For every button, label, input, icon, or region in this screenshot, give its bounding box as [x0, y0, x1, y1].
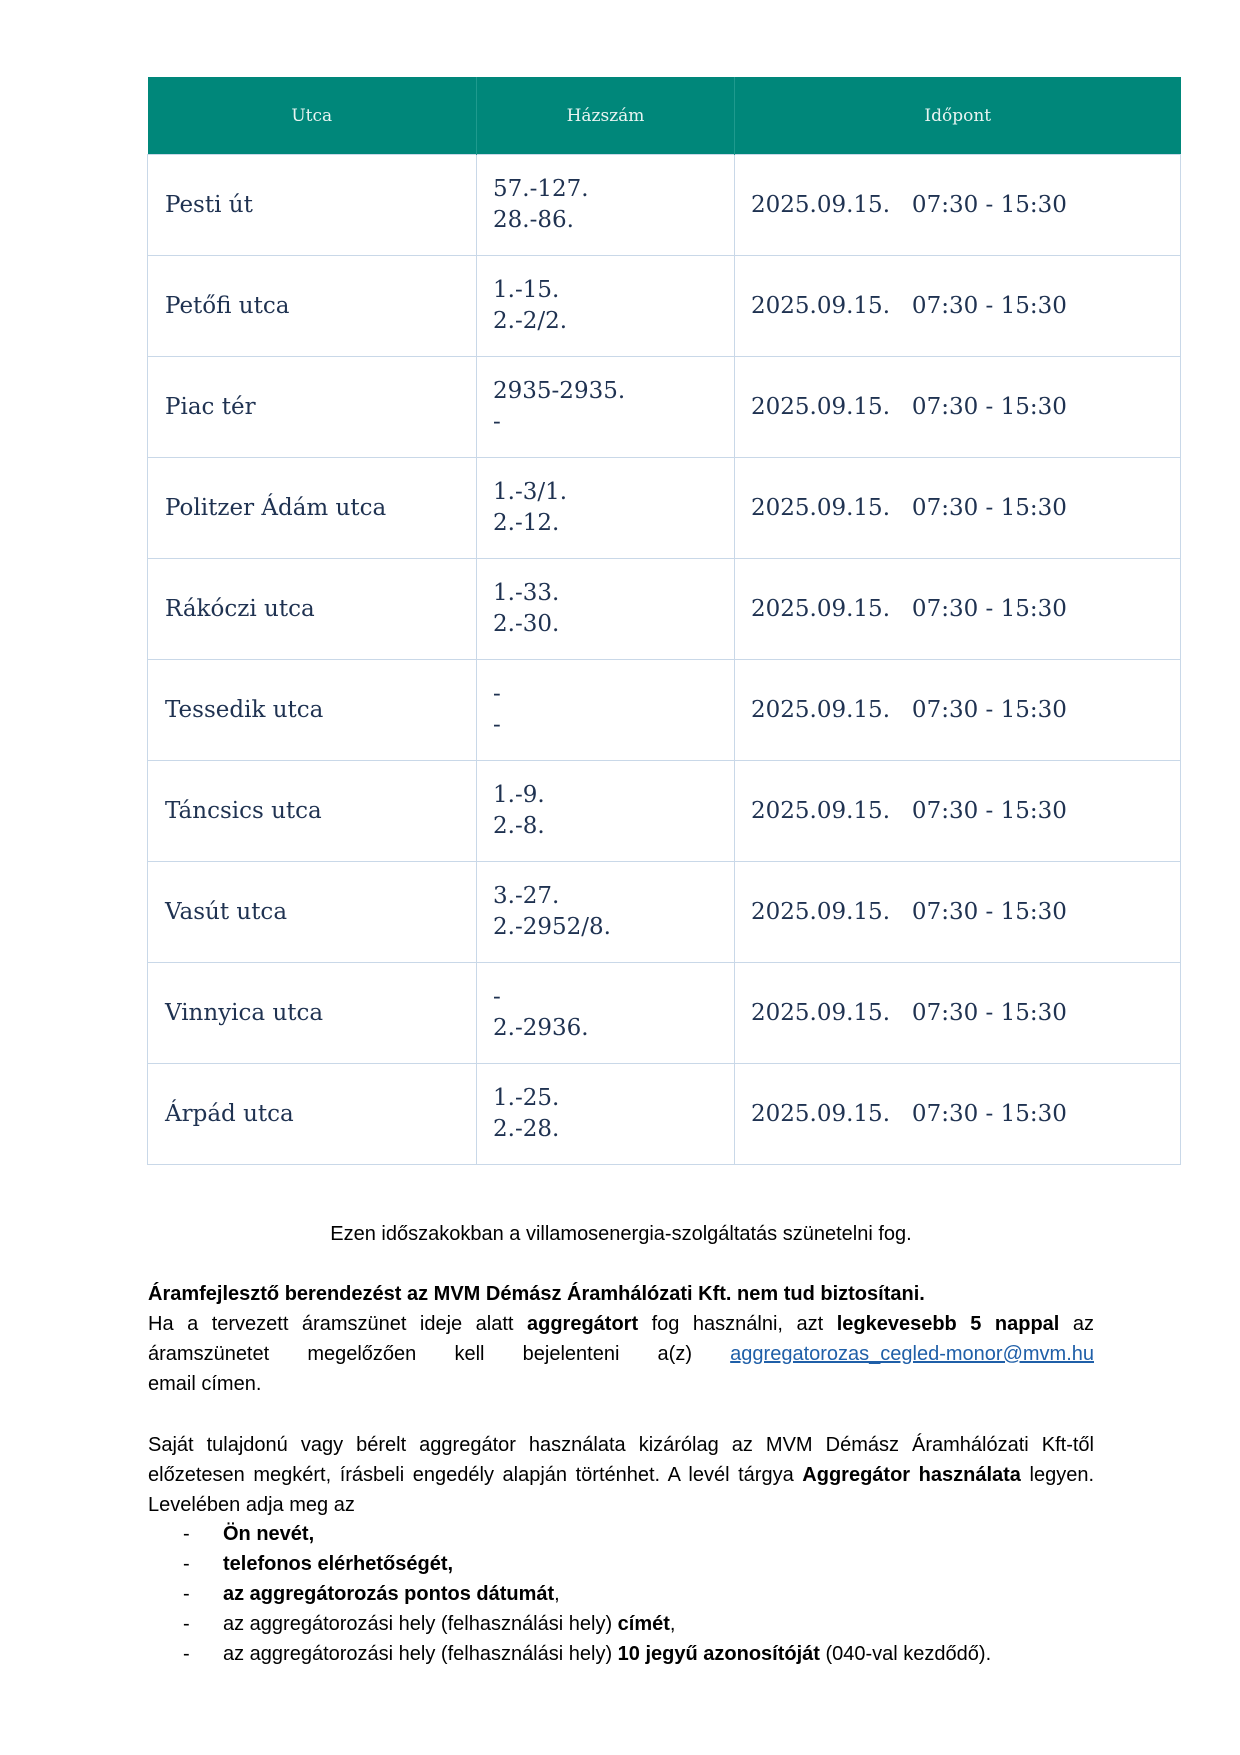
house-number-cell [477, 963, 735, 1064]
table-row [148, 559, 1181, 660]
no-generator-statement [148, 1279, 1094, 1309]
bold-id: 10 jegyű azonosítóját [617, 1643, 820, 1665]
house-range-even: 2.-28. [493, 1116, 560, 1142]
house-range-odd: 2935-2935. [493, 378, 626, 404]
bold-aggregator: aggregátort [526, 1313, 639, 1335]
house-range-even: 2.-2936. [493, 1015, 589, 1041]
bold-subject: Aggregátor használata [802, 1464, 1021, 1486]
house-number-cell [477, 256, 735, 357]
house-range-even: 2.-8. [493, 813, 545, 839]
table-row [148, 1064, 1181, 1165]
time-cell: 2025.09.15. 07:30 - 15:30 [735, 559, 1181, 660]
generator-line-3: email címen. [148, 1373, 262, 1395]
time-cell: 2025.09.15. 07:30 - 15:30 [735, 862, 1181, 963]
house-number-cell [477, 862, 735, 963]
house-range-odd: - [493, 681, 501, 707]
dash-bullet: - [183, 1553, 190, 1575]
text-span: az aggregátorozási hely (felhasználási hely) [223, 1643, 618, 1665]
dash-bullet: - [183, 1583, 190, 1605]
table-row [148, 660, 1181, 761]
bold-min-days: legkevesebb 5 nappal [836, 1313, 1060, 1335]
house-range-odd: 1.-25. [493, 1085, 560, 1111]
table-header-row [148, 77, 1181, 155]
outage-notice: Ezen időszakokban a villamosenergia-szolgáltatás szünetelni fog. [330, 1223, 912, 1245]
table-row [148, 761, 1181, 862]
house-number-cell [477, 660, 735, 761]
house-range-odd: 3.-27. [493, 883, 560, 909]
text-span: az aggregátorozási hely (felhasználási hely) [223, 1613, 618, 1635]
house-range-even: - [493, 712, 501, 738]
house-range-even: 2.-30. [493, 611, 560, 637]
time-cell: 2025.09.15. 07:30 - 15:30 [735, 155, 1181, 256]
house-range-odd: - [493, 984, 501, 1010]
text-span: , [669, 1613, 676, 1635]
permission-paragraph [148, 1430, 1094, 1520]
table-row [148, 458, 1181, 559]
table-row [148, 357, 1181, 458]
street-cell: Rákóczi utca [148, 559, 477, 660]
list-item [183, 1609, 991, 1639]
time-cell: 2025.09.15. 07:30 - 15:30 [735, 660, 1181, 761]
time-cell: 2025.09.15. 07:30 - 15:30 [735, 963, 1181, 1064]
time-cell: 2025.09.15. 07:30 - 15:30 [735, 1064, 1181, 1165]
street-cell: Politzer Ádám utca [148, 458, 477, 559]
house-range-even: 2.-12. [493, 510, 560, 536]
bold-phone: telefonos elérhetőségét, [223, 1553, 454, 1575]
table-row [148, 862, 1181, 963]
header-house-number: Házszám [477, 77, 735, 155]
table-row [148, 155, 1181, 256]
time-cell: 2025.09.15. 07:30 - 15:30 [735, 761, 1181, 862]
list-item [183, 1579, 991, 1609]
house-number-cell [477, 761, 735, 862]
house-number-cell [477, 155, 735, 256]
house-range-odd: 1.-33. [493, 580, 560, 606]
street-cell: Vasút utca [148, 862, 477, 963]
no-generator-bold: Áramfejlesztő berendezést az MVM Démász Áramhálózati Kft. nem tud biztosítani. [148, 1283, 925, 1305]
table-row [148, 963, 1181, 1064]
list-item [183, 1519, 991, 1549]
house-range-even: - [493, 409, 501, 435]
header-street: Utca [148, 77, 477, 155]
house-range-odd: 1.-9. [493, 782, 545, 808]
email-link[interactable]: aggregatorozas_cegled-monor@mvm.hu [730, 1343, 1094, 1365]
text-span: fog használni, azt [638, 1313, 837, 1335]
house-number-cell [477, 458, 735, 559]
header-time: Időpont [735, 77, 1181, 155]
house-number-cell [477, 357, 735, 458]
generator-line-2 [148, 1339, 1094, 1369]
bold-name: Ön nevét, [223, 1523, 315, 1545]
text-span: Ha a tervezett áramszünet ideje alatt [148, 1313, 527, 1335]
house-range-odd: 1.-15. [493, 277, 560, 303]
dash-bullet: - [183, 1643, 190, 1665]
house-range-even: 2.-2952/8. [493, 914, 611, 940]
time-cell: 2025.09.15. 07:30 - 15:30 [735, 458, 1181, 559]
text-span: legyen. Levelében adja meg az [148, 1464, 1094, 1516]
text-span: Saját tulajdonú vagy bérelt aggregátor használata kizárólag az MVM Démász Áramhálózati Kft-től előzetesen megkért, írásbeli engedély alapján történhet. A levél tárgya [148, 1434, 1094, 1486]
generator-info-paragraph [148, 1279, 1094, 1399]
text-span: (040-val kezdődő). [819, 1643, 992, 1665]
street-cell: Táncsics utca [148, 761, 477, 862]
time-cell: 2025.09.15. 07:30 - 15:30 [735, 357, 1181, 458]
dash-bullet: - [183, 1523, 190, 1545]
generator-line-1 [148, 1309, 1094, 1339]
requirements-list [183, 1519, 991, 1669]
text-span: , [554, 1583, 560, 1605]
house-range-even: 28.-86. [493, 207, 574, 233]
street-cell: Tessedik utca [148, 660, 477, 761]
list-item [183, 1549, 991, 1579]
house-number-cell [477, 1064, 735, 1165]
dash-bullet: - [183, 1613, 190, 1635]
house-number-cell [477, 559, 735, 660]
bold-address: címét [617, 1613, 670, 1635]
street-cell: Pesti út [148, 155, 477, 256]
house-range-even: 2.-2/2. [493, 308, 568, 334]
list-item [183, 1639, 991, 1669]
street-cell: Árpád utca [148, 1064, 477, 1165]
table-row [148, 256, 1181, 357]
text-span: az [1059, 1313, 1094, 1335]
house-range-odd: 57.-127. [493, 176, 589, 202]
text-span: áramszünetet megelőzően kell bejelenteni a(z) [148, 1343, 731, 1365]
outage-schedule-table [147, 77, 1181, 1165]
street-cell: Vinnyica utca [148, 963, 477, 1064]
bold-date: az aggregátorozás pontos dátumát [223, 1583, 555, 1605]
street-cell: Piac tér [148, 357, 477, 458]
house-range-odd: 1.-3/1. [493, 479, 568, 505]
time-cell: 2025.09.15. 07:30 - 15:30 [735, 256, 1181, 357]
street-cell: Petőfi utca [148, 256, 477, 357]
